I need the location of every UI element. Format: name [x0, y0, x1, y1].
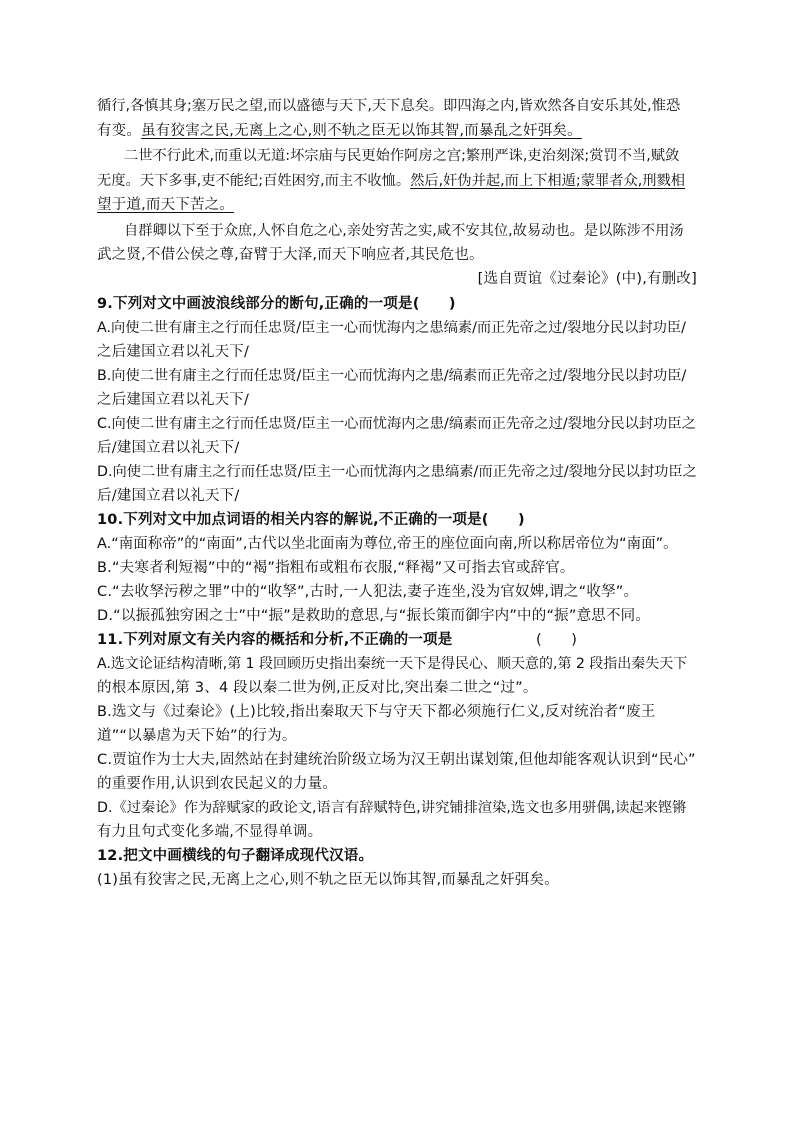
q9-option-d-line1: D.向使二世有庸主之行而任忠贤/臣主一心而忧海内之患缟素/而正先帝之过/裂地分民以封功臣之: [97, 464, 697, 480]
q9-option-c-line1: C.向使二世有庸主之行而任忠贤/臣主一心而忧海内之患/缟素而正先帝之过/裂地分民以封功臣之: [97, 416, 696, 432]
passage-p1-line2-pre: 有变。: [97, 123, 142, 139]
q9-option-a-line2: 之后建国立君以礼天下/: [97, 344, 250, 360]
q9-option-d-line2: 后/建国立君以礼天下/: [97, 488, 240, 504]
passage-p1-line1: 循行,各慎其身;塞万民之望,而以盛德与天下,天下息矣。即四海之内,皆欢然各自安乐其处,惟恐: [97, 98, 681, 114]
passage-p2-line1: 二世不行此术,而重以无道:坏宗庙与民更始作阿房之宫;繁刑严诛,吏治刻深;赏罚不当,赋敛: [124, 148, 680, 164]
q10-option-c: C.“去收孥污秽之罪”中的“收孥”,古时,一人犯法,妻子连坐,没为官奴婢,谓之“收孥”。: [97, 584, 639, 600]
underlined-sentence-2-part1: 然后,奸伪并起,而上下相遁;蒙罪者众,刑戮相: [410, 173, 686, 189]
q9-stem: 9.下列对文中画波浪线部分的断句,正确的一项是( ): [97, 296, 456, 312]
q11-option-b-line2: 道”“以暴虐为天下始”的行为。: [97, 728, 297, 744]
passage-p2-line2: [97, 171, 685, 191]
q11-option-a-line1: A.选文论证结构清晰,第 1 段回顾历史指出秦统一天下是得民心、顺天意的,第 2 段指出秦失天下: [97, 656, 688, 672]
q11-option-d-line1: D.《过秦论》作为辞赋家的政论文,语言有辞赋特色,讲究铺排渲染,选文也多用骈偶,读起来铿锵: [97, 800, 687, 816]
q11-option-b-line1: B.选文与《过秦论》(上)比较,指出秦取天下与守天下都必须施行仁义,反对统治者“废王: [97, 704, 656, 720]
q9-option-c-line2: 后/建国立君以礼天下/: [97, 440, 240, 456]
q12-stem: 12.把文中画横线的句子翻译成现代汉语。: [97, 848, 374, 864]
q11-option-d-line2: 有力且句式变化多端,不显得单调。: [97, 824, 323, 840]
passage-p3-line1: 自群卿以下至于众庶,人怀自危之心,亲处穷苦之实,咸不安其位,故易动也。是以陈涉不用汤: [124, 223, 684, 239]
underlined-sentence-2-part2: 望于道,而天下苦之。: [97, 197, 235, 213]
q11-stem: 11.下列对原文有关内容的概括和分析,不正确的一项是: [97, 632, 453, 648]
passage-p3-line2: 武之贤,不借公侯之尊,奋臂于大泽,而天下响应者,其民危也。: [97, 247, 484, 263]
q10-stem: 10.下列对文中加点词语的相关内容的解说,不正确的一项是( ): [97, 512, 525, 528]
passage-p2-line2-pre: 无度。天下多事,吏不能纪;百姓困穷,而主不收恤。: [97, 173, 411, 189]
q9-option-b-line2: 之后建国立君以礼天下/: [97, 392, 250, 408]
passage-source: [选自贾谊《过秦论》(中),有删改]: [477, 271, 697, 287]
q10-option-d: D.“以振孤独穷困之士”中“振”是救助的意思,与“振长策而御宇内”中的“振”意思不同。: [97, 608, 651, 624]
q11-option-a-line2: 的根本原因,第 3、4 段以秦二世为例,正反对比,突出秦二世之“过”。: [97, 680, 538, 696]
q10-option-a: A.“南面称帝”的“南面”,古代以坐北面南为尊位,帝王的座位面向南,所以称居帝位为“南面”。: [97, 536, 678, 552]
q9-option-a-line1: A.向使二世有庸主之行而任忠贤/臣主一心而忧海内之患缟素/而正先帝之过/裂地分民以封功臣/: [97, 320, 686, 336]
q11-option-c-line1: C.贾谊作为士大夫,固然站在封建统治阶级立场为汉王朝出谋划策,但他却能客观认识到“民心”: [97, 752, 696, 768]
q11-option-c-line2: 的重要作用,认识到农民起义的力量。: [97, 776, 338, 792]
underlined-sentence-1: 虽有狡害之民,无离上之心,则不轨之臣无以饰其智,而暴乱之奸弭矣。: [141, 123, 582, 139]
passage-p1-line2: [97, 121, 582, 141]
q12-sentence-1: (1)虽有狡害之民,无离上之心,则不轨之臣无以饰其智,而暴乱之奸弭矣。: [97, 872, 559, 888]
passage-p2-line3: [97, 195, 234, 215]
q11-answer-paren: ( ): [536, 632, 578, 648]
q9-option-b-line1: B.向使二世有庸主之行而任忠贤/臣主一心而忧海内之患/缟素而正先帝之过/裂地分民以封功臣/: [97, 368, 687, 384]
q10-option-b: B.“夫寒者利短褐”中的“褐”指粗布或粗布衣服,“释褐”又可指去官或辞官。: [97, 560, 575, 576]
